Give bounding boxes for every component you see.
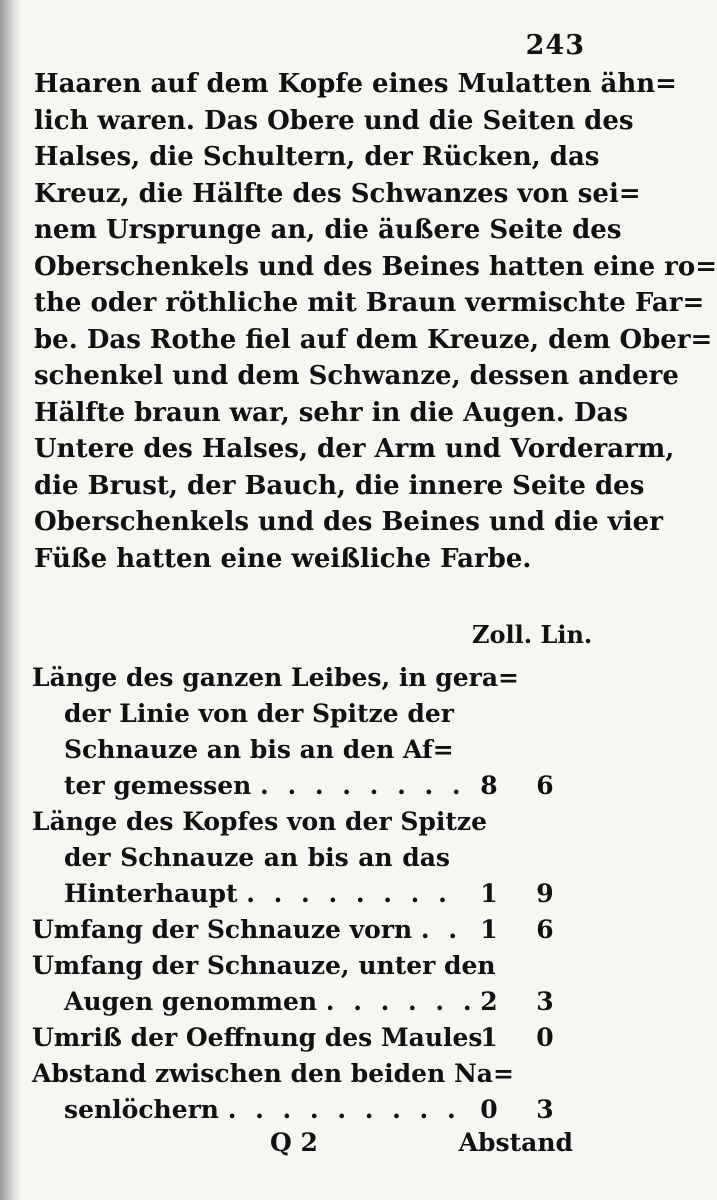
value-zoll: 2 [480, 987, 498, 1016]
measurement-row [32, 804, 592, 912]
measurement-row [32, 660, 592, 804]
paragraph-line: nem Ursprunge an, die äußere Seite des [34, 215, 622, 245]
leader-dots: . . . . . . . . [246, 879, 452, 908]
measurement-column-headers [472, 620, 592, 649]
label-line [32, 1092, 461, 1128]
label-line [32, 984, 477, 1020]
measurement-row [32, 948, 592, 1020]
value-lin: 6 [536, 915, 554, 944]
measurement-row [32, 1056, 592, 1128]
measurement-label [32, 912, 463, 948]
paragraph-line: Halses, die Schultern, der Rücken, das [34, 142, 600, 172]
label-text: ter gemessen [64, 771, 252, 800]
measurement-table [32, 660, 592, 1128]
paragraph-line: Kreuz, die Hälfte des Schwanzes von sei= [34, 178, 641, 209]
page-gutter-shadow [0, 0, 22, 1200]
label-line: der Schnauze an bis an das [64, 843, 450, 872]
label-line: Länge des ganzen Leibes, in gera= [32, 663, 519, 692]
leader-dots: . . . . . . . . [260, 771, 466, 800]
column-header-zoll: Zoll. [472, 620, 533, 649]
label-text: Umfang der Schnauze vorn [32, 915, 413, 944]
paragraph-line: lich waren. Das Obere und die Seiten des [34, 105, 634, 136]
measurement-label [32, 1020, 483, 1056]
body-paragraph [34, 66, 717, 577]
label-text: Augen genommen [64, 987, 318, 1016]
paragraph-line: Oberschenkels und des Beines hatten eine ro= [34, 251, 717, 282]
paragraph-line: Füße hatten eine weißliche Farbe. [34, 543, 532, 574]
value-zoll: 1 [480, 879, 498, 908]
value-lin: 0 [536, 1023, 554, 1052]
page-footer [0, 1128, 643, 1168]
value-zoll: 1 [480, 915, 498, 944]
value-zoll: 8 [480, 771, 498, 800]
value-zoll: 0 [480, 1095, 498, 1124]
value-lin: 6 [536, 771, 554, 800]
measurement-label [32, 1056, 514, 1128]
label-text: senlöchern [64, 1095, 219, 1124]
label-line: der Linie von der Spitze der [64, 699, 454, 728]
paragraph-line: Hälfte braun war, sehr in die Augen. Das [34, 397, 628, 428]
measurement-row [32, 912, 592, 948]
label-line [32, 876, 450, 912]
paragraph-line: be. Das Rothe fiel auf dem Kreuze, dem Ober= [34, 324, 713, 355]
label-line: Schnauze an bis an den Af= [64, 735, 454, 764]
label-text: Hinterhaupt [64, 879, 238, 908]
measurement-row [32, 1020, 592, 1056]
value-lin: 9 [536, 879, 554, 908]
value-zoll: 1 [480, 1023, 498, 1052]
value-lin: 3 [536, 987, 554, 1016]
label-line [32, 912, 463, 948]
leader-dots: . . . . . . [325, 987, 477, 1016]
page-number: 243 [525, 30, 585, 61]
label-line: Länge des Kopfes von der Spitze [32, 807, 488, 836]
paragraph-line: die Brust, der Bauch, die innere Seite des [34, 470, 645, 501]
paragraph-line: the oder röthliche mit Braun vermischte Far= [34, 288, 705, 318]
column-header-lin: Lin. [540, 620, 593, 649]
measurement-label [32, 804, 488, 912]
measurement-label [32, 660, 519, 804]
paragraph-line: schenkel und dem Schwanze, dessen andere [34, 361, 679, 391]
label-line [32, 768, 466, 804]
paragraph-line: Untere des Halses, der Arm und Vorderarm, [34, 434, 675, 464]
label-line: Abstand zwischen den beiden Na= [32, 1059, 514, 1088]
leader-dots: . . . . . . . . . [227, 1095, 461, 1124]
catchword: Abstand [458, 1128, 573, 1157]
paragraph-line: Oberschenkels und des Beines und die vier [34, 507, 663, 537]
value-lin: 3 [536, 1095, 554, 1124]
measurement-label [32, 948, 496, 1020]
signature-mark: Q 2 [270, 1128, 318, 1157]
paragraph-line: Haaren auf dem Kopfe eines Mulatten ähn= [34, 69, 677, 99]
label-line: Umfang der Schnauze, unter den [32, 951, 496, 980]
leader-dots: . . [420, 915, 463, 944]
label-line: Umriß der Oeffnung des Maules [32, 1023, 483, 1052]
